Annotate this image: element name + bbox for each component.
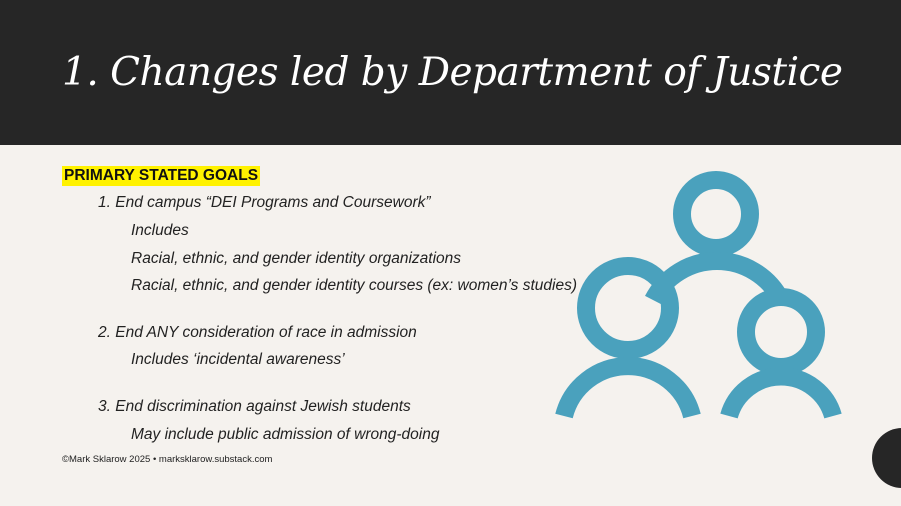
small-person-body [729,377,833,416]
goal-1-detail-includes: Includes [131,222,189,239]
footer-credit: ©Mark Sklarow 2025 • marksklarow.substack.com [62,454,273,465]
large-person-head [682,180,750,248]
slide-title: 1. Changes led by Department of Justice [62,50,843,95]
corner-decoration [872,428,901,488]
goal-2-detail: Includes ‘incidental awareness’ [131,351,345,368]
title-bar [0,0,901,145]
goal-3: 3. End discrimination against Jewish students [98,398,411,415]
section-label: PRIMARY STATED GOALS [64,167,259,184]
small-person-head [746,297,816,367]
goal-1-detail-organizations: Racial, ethnic, and gender identity organizations [131,250,462,267]
goal-1: 1. End campus “DEI Programs and Coursework” [98,194,431,211]
medium-person-body [564,366,692,416]
goal-3-detail: May include public admission of wrong-doing [131,426,440,443]
medium-person-head [586,266,670,350]
family-people-icon [553,160,843,420]
goal-2: 2. End ANY consideration of race in admission [98,324,417,341]
goal-1-detail-courses: Racial, ethnic, and gender identity courses (ex: women’s studies) [131,277,577,294]
